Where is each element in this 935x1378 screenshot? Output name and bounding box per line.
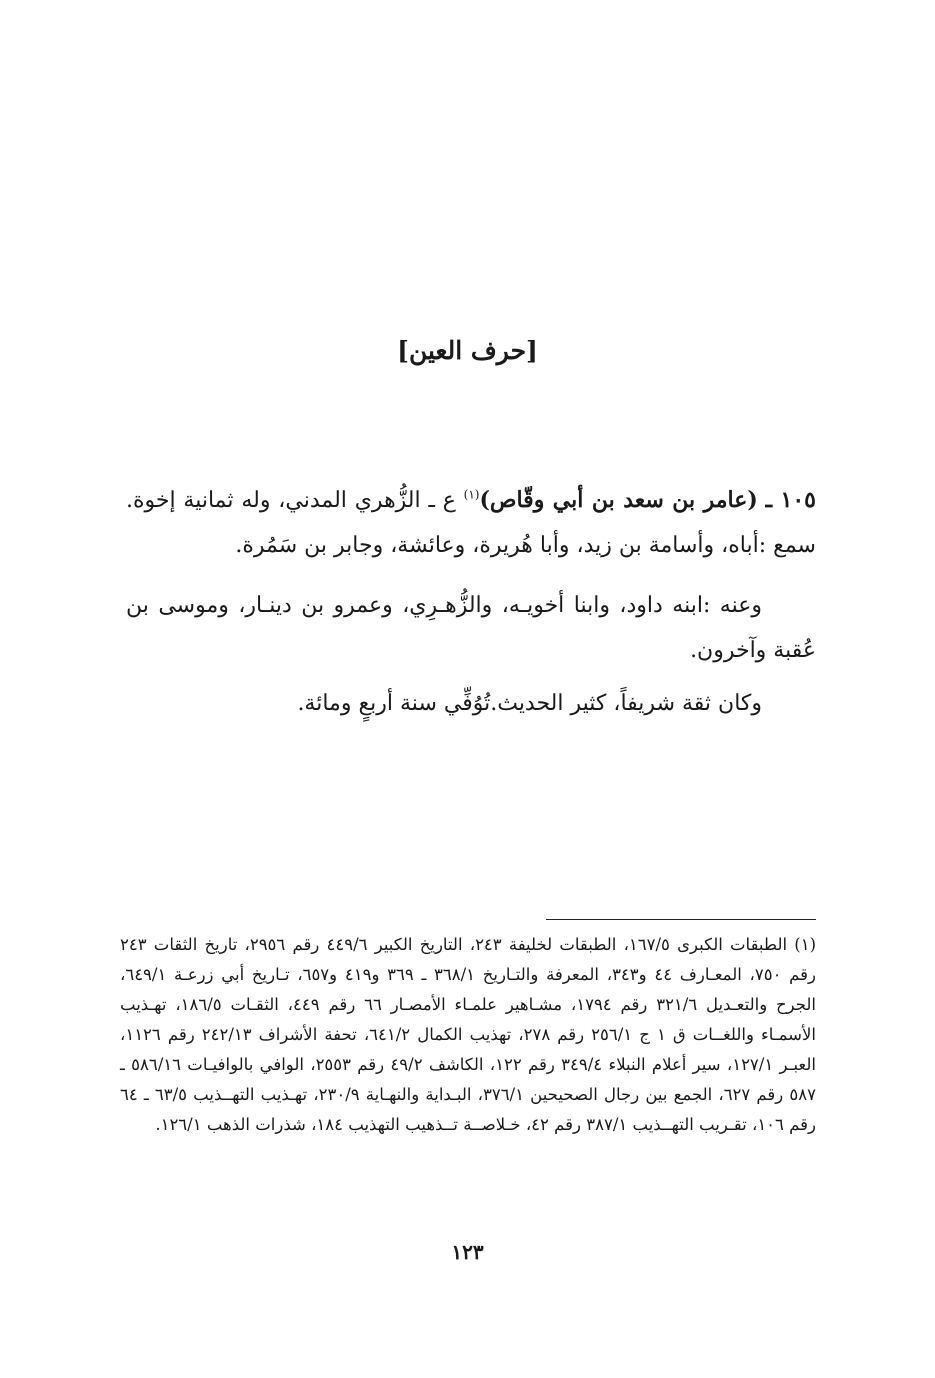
footnote [120,930,816,1140]
grading-text: وكان ثقة شريفاً، كثير الحديث.تُوُفِّي سنة أربعٍ ومائة. [297,691,762,716]
page-number: ١٢٣ [451,1240,484,1264]
entry-paragraph [126,478,816,568]
footnote-reference[interactable]: (١) [463,487,480,502]
students-text: وعنه :ابنه داود، وابنا أخويـه، والزُّهـرِي، وعمرو بن دينـار، وموسى بن عُقبة وآخرون. [126,593,816,663]
students-paragraph [126,583,816,673]
entry-number: ١٠٥ ـ [765,487,816,513]
grading-paragraph [126,681,816,726]
footnote-divider [546,919,816,920]
entry-name: (عامر بن سعد بن أبي وقّاص) [479,487,758,513]
footnote-text: الطبقات الكبرى ١٦٧/٥، الطبقات لخليفة ٢٤٣، التاريخ الكبير ٤٤٩/٦ رقم ٢٩٥٦، تاريخ الثقات ٢٤٣ رقم ٧٥٠، المعـارف ٤٤ و٣٤٣، المعرفة والتـاريخ ٣٦٨/١ ـ ٣٦٩ و٤١٩ و٦٥٧، تـاريخ أبي زرعـة ٦٤٩/١، الجرح والتعـديل ٣٢١/٦ رقم ١٧٩٤، مشـاهير علمـاء الأمصـار ٦٦ رقم ٤٤٩، الثقـات ١٨٦/٥، تهـذيب الأسمـاء واللغــات ق ١ ج ٢٥٦/١ رقم ٢٧٨، تهذيب الكمال ٦٤١/٢، تحفة الأشراف ٢٤٢/١٣ رقم ١١٢٦، العبـر ١٢٧/١، سير أعلام النبلاء ٣٤٩/٤ رقم ١٢٢، الكاشف ٤٩/٢ رقم ٢٥٥٣، الوافي بالوافيـات ٥٨٦/١٦ ـ ٥٨٧ رقم ٦٢٧، الجمع بين رجال الصحيحين ٣٧٦/١، البـداية والنهـاية ٢٣٠/٩، تهـذيب التهــذيب ٦٣/٥ ـ ٦٤ رقم ١٠٦، تقـريب التهــذيب ٣٨٧/١ رقم ٤٢، خـلاصــة تــذهيب التهذيب ١٨٤، شذرات الذهب ١٢٦/١. [120,935,817,1134]
entry-intro: ع ـ الزُّهري المدني، وله ثمانية إخوة. سمع :أباه، وأسامة بن زيد، وأبا هُريرة، وعائشة، وجابر بن سَمُرة. [126,488,816,558]
section-heading: [حرف العين] [397,336,538,365]
footnote-marker: (١) [794,935,817,954]
